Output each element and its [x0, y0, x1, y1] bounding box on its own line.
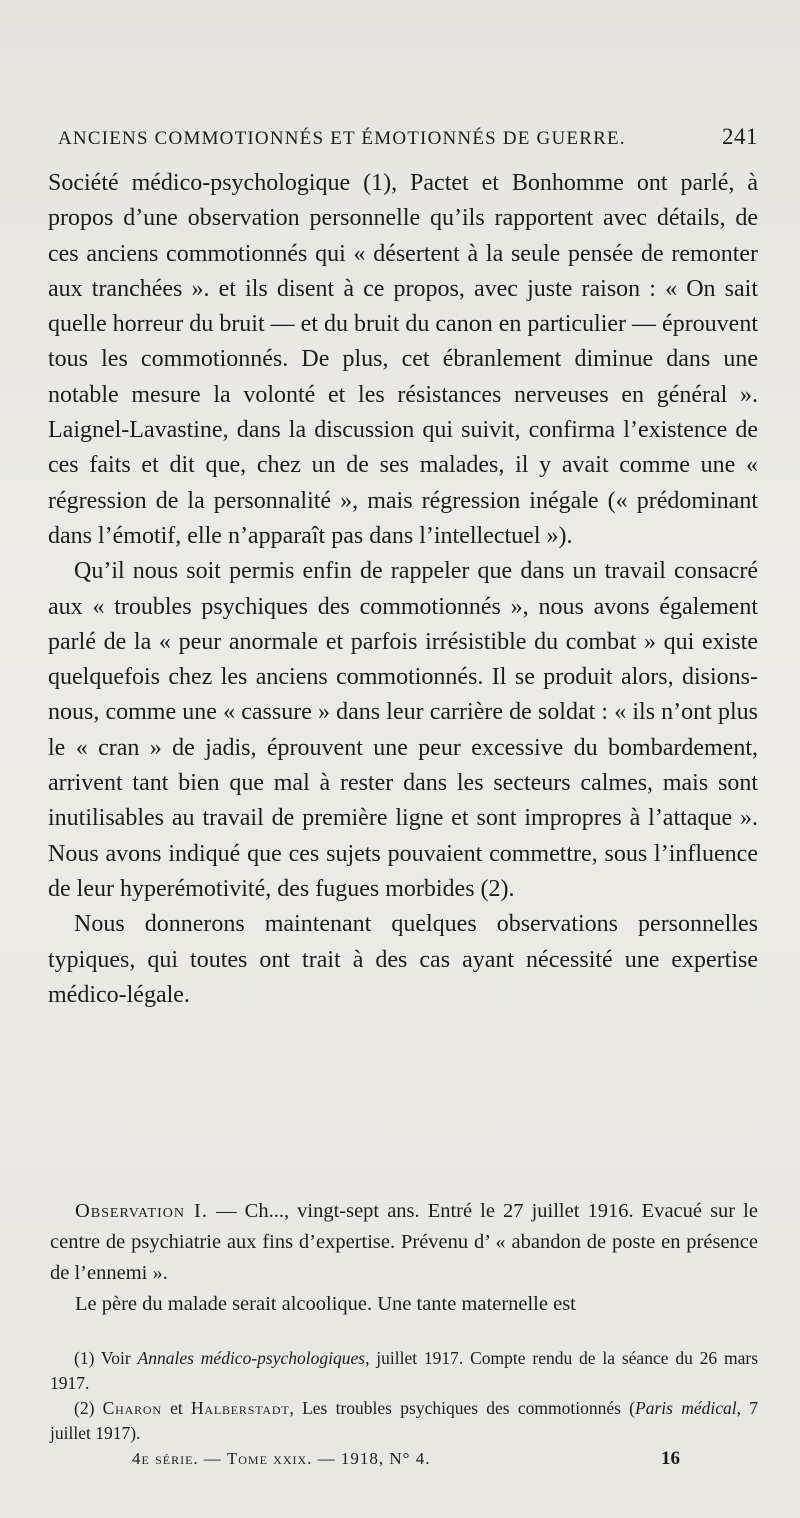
page-number: 241: [722, 124, 758, 149]
observation-label: Observation I.: [75, 1200, 209, 1222]
page-footer: [132, 1448, 680, 1470]
footnote-2-journal: Paris médical: [635, 1398, 737, 1418]
footnote-2-author-2: Halberstadt: [190, 1398, 290, 1418]
paragraph-1: Société médico-psychologique (1), Pactet et Bonhomme ont parlé, à propos d’une observation personnelle qu’ils rapportent avec détails, de ces anciens commotionnés qui « désertent à la seule pensée de remonter aux tranchées ». et ils disent à ce propos, avec juste raison : « On sait quelle horreur du bruit — et du bruit du canon en particulier — éprouvent tous les commotionnés. De plus, cet ébranlement diminue dans une notable mesure la volonté et les résistances nerveuses en général ». Laignel-Lavastine, dans la discussion qui suivit, confirma l’existence de ces faits et dit que, chez un de ses malades, il y avait comme une « régression de la personnalité », mais régression inégale (« prédominant dans l’émotif, elle n’apparaît pas dans l’intellectuel »).: [48, 170, 758, 549]
paragraph-3: Nous donnerons maintenant quelques observations personnelles typiques, qui toutes ont trait à des cas ayant nécessité une expertise médico-légale.: [48, 911, 758, 1008]
footnote-1-rest: , juillet 1917. Compte rendu de la séance du 26 mars 1917.: [50, 1348, 758, 1393]
observation-paragraph-1: [50, 1196, 758, 1289]
observation-paragraph-2: Le père du malade serait alcoolique. Une tante maternelle est: [75, 1293, 576, 1315]
footnote-1-prefix: (1) Voir: [74, 1348, 138, 1368]
footnote-2-and: et: [161, 1398, 191, 1418]
running-title: ANCIENS COMMOTIONNÉS ET ÉMOTIONNÉS DE GUERRE.: [58, 128, 626, 149]
observation-text-1: — Ch..., vingt-sept ans. Entré le 27 juillet 1916. Evacué sur le centre de psychiatrie aux fins d’expertise. Prévenu d’ « abandon de poste en présence de l’ennemi ».: [50, 1200, 758, 1284]
main-text: [48, 166, 758, 1013]
page-header: [58, 124, 758, 150]
observation-block: [50, 1196, 758, 1320]
footnote-2-author-1: Charon: [102, 1398, 162, 1418]
footnote-2: [50, 1396, 758, 1446]
footnote-1: [50, 1346, 758, 1396]
footnote-2-mid: , Les troubles psychiques des commotionnés (: [289, 1398, 636, 1418]
footnote-1-journal: Annales médico-psychologiques: [137, 1348, 366, 1368]
footnote-2-rest: , 7 juillet 1917).: [50, 1398, 758, 1443]
footnotes: [50, 1346, 758, 1446]
footnote-2-prefix: (2): [74, 1398, 103, 1418]
signature-number: 16: [661, 1448, 680, 1469]
paragraph-2: Qu’il nous soit permis enfin de rappeler que dans un travail consacré aux « troubles psychiques des commotionnés », nous avons également parlé de la « peur anormale et parfois irrésistible du combat » qui existe quelquefois chez les anciens commotionnés. Il se produit alors, disions-nous, comme une « cassure » dans leur carrière de soldat : « ils n’ont plus le « cran » de jadis, éprouvent une peur excessive du bombardement, arrivent tant bien que mal à rester dans les secteurs calmes, mais sont inutilisables au travail de première ligne et sont impropres à l’attaque ». Nous avons indiqué que ces sujets pouvaient commettre, sous l’influence de leur hyperémotivité, des fugues morbides (2).: [48, 558, 758, 902]
series-signature: 4e série. — Tome xxix. — 1918, N° 4.: [132, 1449, 431, 1468]
